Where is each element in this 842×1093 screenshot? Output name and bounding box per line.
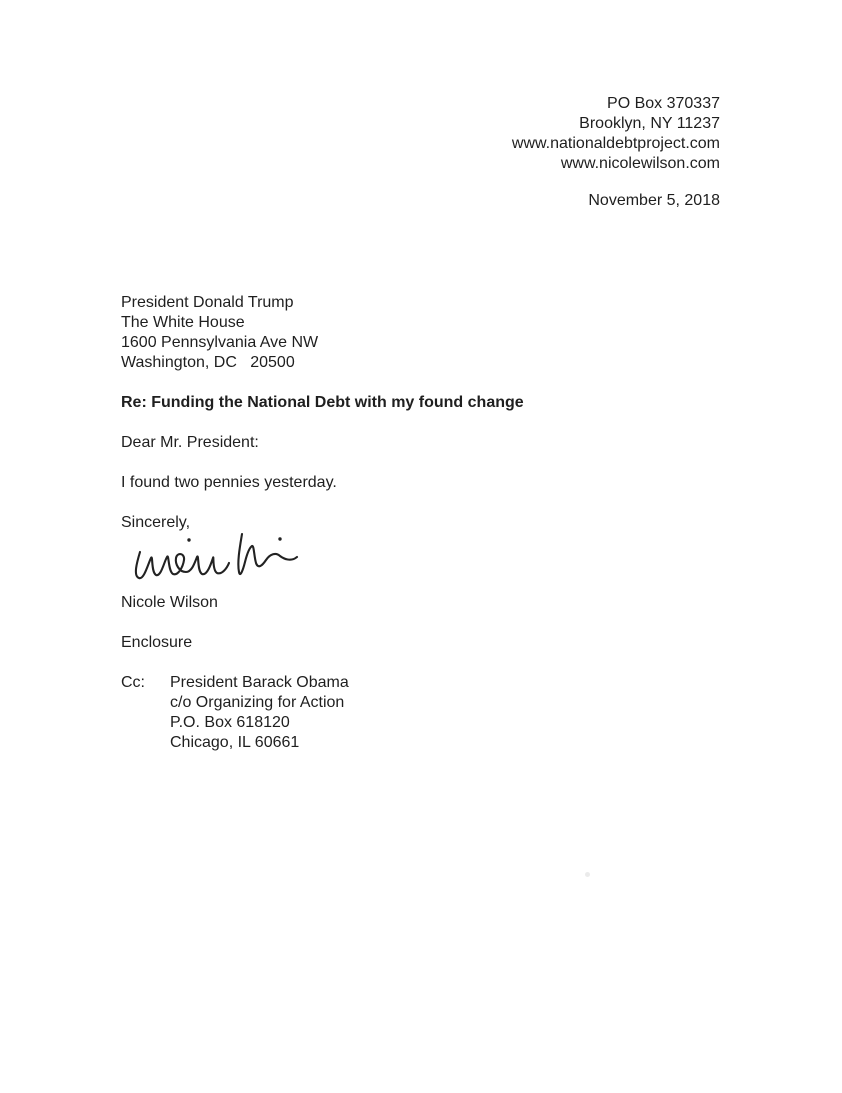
salutation: Dear Mr. President:	[121, 434, 259, 451]
subject-line: Re: Funding the National Debt with my found change	[121, 394, 524, 411]
cc-block	[121, 673, 349, 753]
recipient-building: The White House	[121, 314, 245, 331]
scan-artifact-speck	[585, 872, 590, 877]
sender-address-block	[512, 94, 720, 174]
cc-label: Cc:	[121, 674, 145, 691]
closing: Sincerely,	[121, 514, 191, 531]
handwritten-signature	[128, 526, 318, 590]
recipient-address-block	[121, 293, 318, 373]
signature-name: Nicole Wilson	[121, 594, 218, 611]
sender-website-nicolewilson: www.nicolewilson.com	[560, 155, 720, 172]
cc-recipient-org: c/o Organizing for Action	[170, 694, 345, 711]
sender-website-nationaldebtproject: www.nationaldebtproject.com	[511, 135, 720, 152]
letter-date: November 5, 2018	[588, 192, 720, 209]
enclosure-note: Enclosure	[121, 634, 193, 651]
cc-recipient-block	[170, 673, 349, 753]
recipient-city-zip: Washington, DC 20500	[121, 354, 295, 371]
body-text: I found two pennies yesterday.	[121, 474, 337, 491]
cc-recipient-city-zip: Chicago, IL 60661	[170, 734, 300, 751]
cc-recipient-po-box: P.O. Box 618120	[170, 714, 290, 731]
sender-po-box: PO Box 370337	[607, 95, 720, 112]
cc-recipient-name: President Barack Obama	[170, 674, 349, 691]
recipient-street: 1600 Pennsylvania Ave NW	[121, 334, 319, 351]
sender-city-line: Brooklyn, NY 11237	[579, 115, 720, 132]
recipient-name: President Donald Trump	[121, 294, 294, 311]
